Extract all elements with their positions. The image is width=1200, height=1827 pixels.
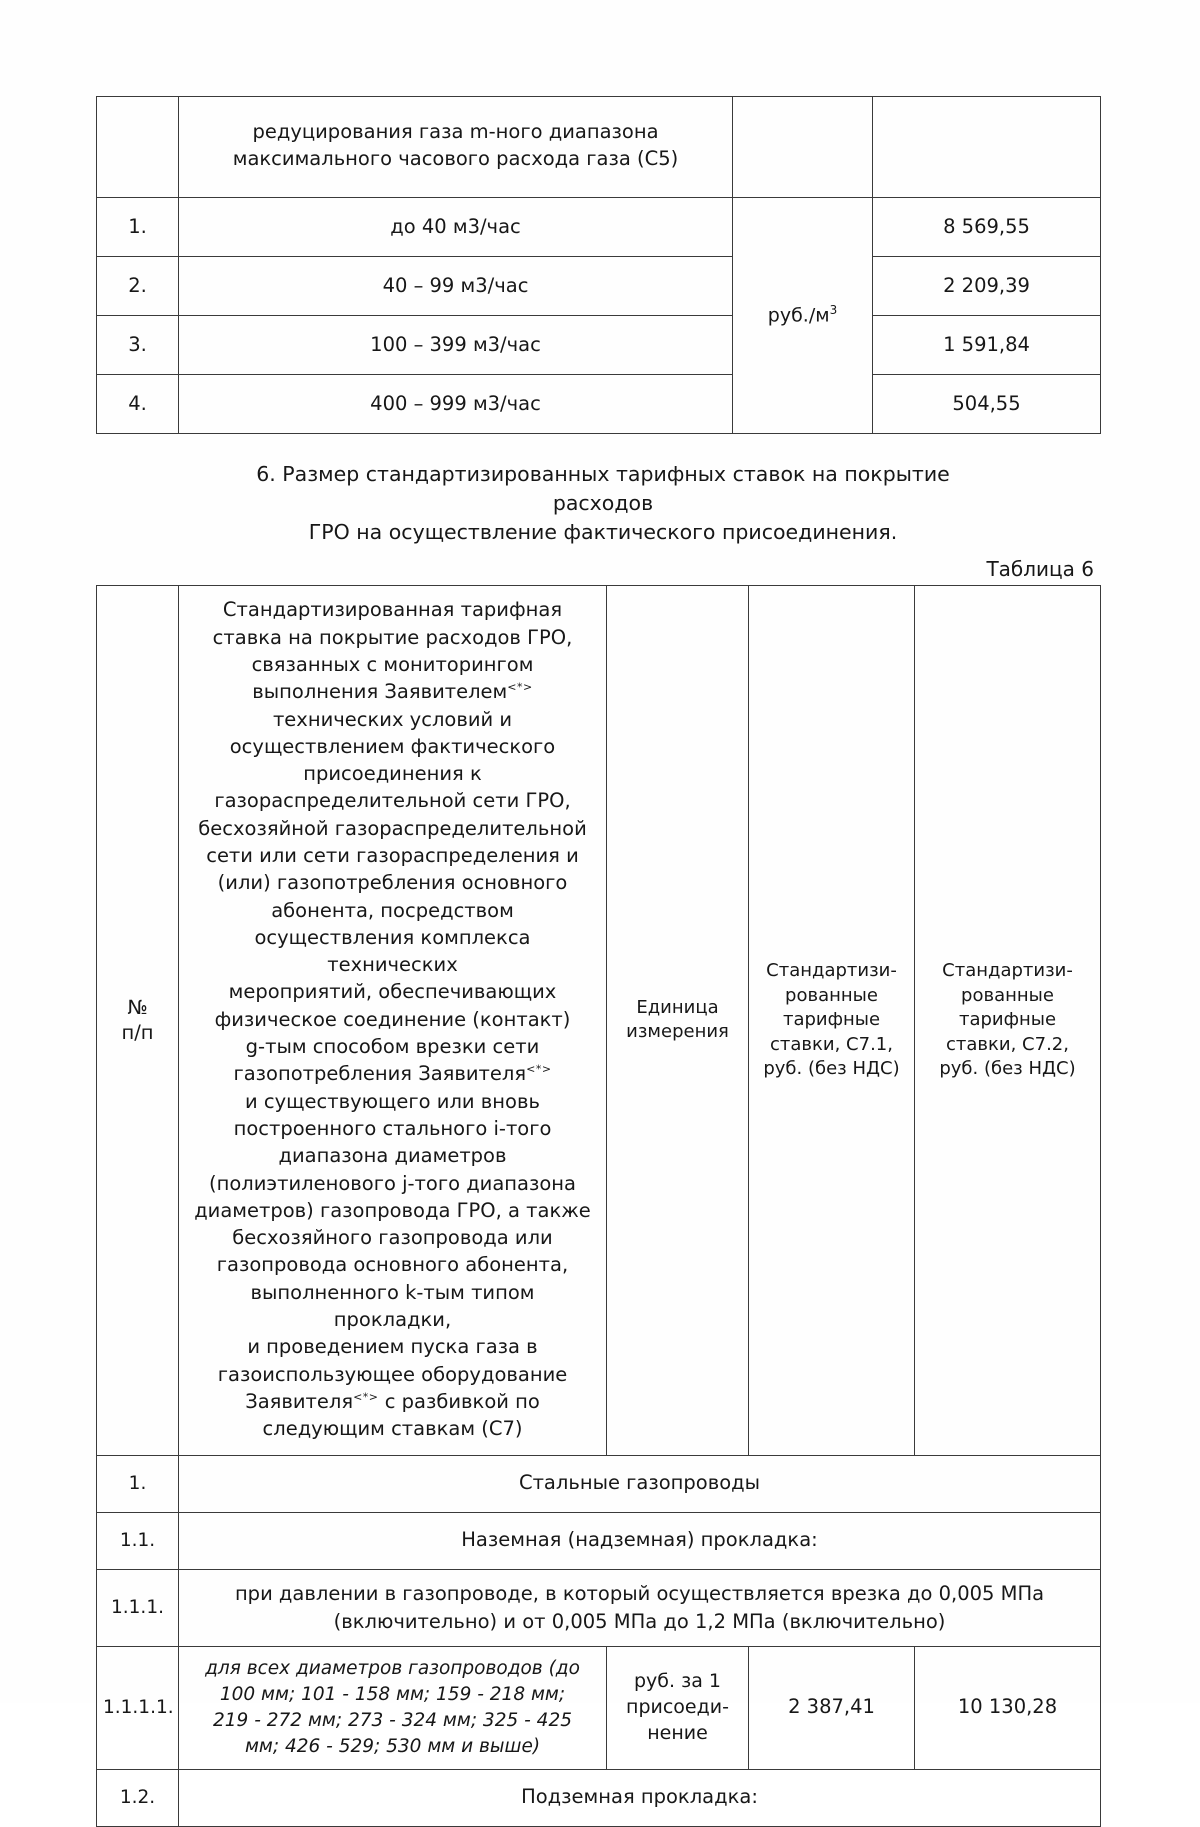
t6-unit-line3: нение	[647, 1721, 708, 1744]
t6-header-num-line1: №	[127, 995, 148, 1019]
t6-hdr-line: и проведением пуска газа в	[247, 1335, 538, 1359]
t5-row-range: 100 – 399 м3/час	[179, 316, 733, 375]
t5-row-value: 2 209,39	[873, 257, 1101, 316]
t6-hdr-line: ставка на покрытие расходов ГРО,	[212, 625, 573, 649]
table-row	[97, 1647, 1101, 1770]
t6-header-s72-line5: руб. (без НДС)	[939, 1058, 1076, 1080]
t5-row-num: 4.	[97, 375, 179, 434]
t6-hdr-line: осуществления комплекса технических	[254, 925, 531, 977]
t6-hdr-line: диаметров) газопровода ГРО, а также	[194, 1198, 591, 1222]
t6-row-unit	[607, 1647, 749, 1770]
t6-header-unit-cell	[607, 586, 749, 1455]
t6-hdr-line: диапазона диаметров	[278, 1144, 507, 1168]
t6-row-num: 1.1.	[97, 1512, 179, 1569]
t6-hdr-line: следующим ставкам (С7)	[262, 1417, 523, 1441]
t6-row-num: 1.1.1.1.	[97, 1647, 179, 1770]
table-5-tail	[96, 96, 1101, 434]
page-content	[96, 96, 1100, 1827]
t6-desc-line3: 219 - 272 мм; 273 - 324 мм; 325 - 425	[213, 1709, 572, 1731]
footnote-marker: <*>	[526, 1062, 552, 1076]
t5-row-value: 8 569,55	[873, 198, 1101, 257]
t6-header-s71-line3: тарифные	[782, 1009, 881, 1031]
t5-unit-superscript: 3	[829, 303, 838, 318]
t6-hdr-line: газораспределительной сети ГРО,	[214, 789, 571, 813]
t5-header-desc-line2: максимального часового расхода газа (С5)	[232, 147, 679, 170]
section-intro-paragraph	[96, 460, 1100, 547]
table-row	[97, 375, 1101, 434]
t6-hdr-line: технических условий и	[272, 707, 513, 731]
t5-header-num-cell	[97, 97, 179, 198]
t6-header-description-cell	[179, 586, 607, 1455]
t6-header-s72-line3: тарифные	[958, 1009, 1057, 1031]
t6-row-diameters-description	[179, 1647, 607, 1770]
t5-row-num: 1.	[97, 198, 179, 257]
t6-hdr-line: мероприятий, обеспечивающих	[228, 980, 557, 1004]
t6-header-s71-line2: рованные	[785, 984, 878, 1006]
t6-row-section-title: Стальные газопроводы	[179, 1455, 1101, 1512]
t6-hdr-line: бесхозяйного газопровода или	[232, 1226, 553, 1250]
t6-hdr-line: построенного стального i-того	[233, 1116, 552, 1140]
t6-header-s72-line4: ставки, С7.2,	[946, 1033, 1069, 1055]
t6-hdr-line: сети или сети газораспределения и	[206, 844, 579, 867]
t5-header-value-cell	[873, 97, 1101, 198]
t6-hdr-line: физическое соединение (контакт)	[214, 1007, 571, 1031]
t6-hdr-line: выполненного k-тым типом прокладки,	[250, 1280, 535, 1332]
t6-header-s72-line2: рованные	[961, 984, 1054, 1006]
t6-desc-line4: мм; 426 - 529; 530 мм и выше)	[244, 1735, 541, 1757]
t6-row-value-c71: 2 387,41	[749, 1647, 915, 1770]
footnote-marker: <*>	[507, 680, 533, 694]
t5-row-range: 40 – 99 м3/час	[179, 257, 733, 316]
t5-unit-label: руб./м	[767, 304, 830, 327]
t5-unit-cell	[733, 198, 873, 434]
t6-row-section-title: Подземная прокладка:	[179, 1769, 1101, 1826]
t6-hdr-line: (или) газопотребления основного	[217, 871, 568, 895]
t6-hdr-line-applicant-1: выполнения Заявителем<*>	[252, 680, 533, 704]
t6-header-rate-c71-cell	[749, 586, 915, 1455]
t6-hdr-line: и существующего или вновь	[245, 1089, 540, 1113]
t6-row-num: 1.	[97, 1455, 179, 1512]
t5-header-desc-line1: редуцирования газа m-ного диапазона	[252, 120, 659, 144]
t6-row-num: 1.1.1.	[97, 1569, 179, 1647]
t5-row-value: 504,55	[873, 375, 1101, 434]
table-row	[97, 1455, 1101, 1512]
t6-row-value-c72: 10 130,28	[915, 1647, 1101, 1770]
intro-line-1: 6. Размер стандартизированных тарифных ставок на покрытие расходов	[256, 462, 950, 516]
t6-row-condition	[179, 1569, 1101, 1647]
t6-header-unit-line2: измерения	[626, 1021, 729, 1043]
t6-hdr-line: бесхозяйной газораспределительной	[198, 816, 587, 840]
t6-header-rate-c72-cell	[915, 586, 1101, 1455]
t5-header-unit-cell	[733, 97, 873, 198]
t6-hdr-line: газоиспользующее оборудование	[217, 1362, 568, 1386]
t6-row-section-title: Наземная (надземная) прокладка:	[179, 1512, 1101, 1569]
t6-hdr-line: g-тым способом врезки сети	[245, 1035, 540, 1059]
t6-header-s71-line4: ставки, С7.1,	[770, 1033, 893, 1055]
t6-hdr-line-applicant-3: Заявителя<*> с разбивкой по	[245, 1389, 540, 1413]
t6-header-s72-line1: Стандартизи-	[942, 960, 1073, 982]
t6-hdr-line: Стандартизированная тарифная	[222, 598, 563, 622]
t6-unit-line2: присоеди-	[626, 1696, 729, 1719]
t5-row-value: 1 591,84	[873, 316, 1101, 375]
table-6-label: Таблица 6	[986, 557, 1094, 582]
t6-hdr-line: абонента, посредством	[271, 898, 514, 922]
t5-header-description-cell	[179, 97, 733, 198]
t6-hdr-line: связанных с мониторингом	[251, 652, 534, 676]
t6-hdr-line-applicant-2: газопотребления Заявителя<*>	[233, 1062, 552, 1086]
table-row	[97, 1569, 1101, 1647]
t6-hdr-line: (полиэтиленового j-того диапазона	[208, 1171, 576, 1195]
t6-hdr-line: присоединения к	[303, 762, 482, 786]
t5-row-num: 3.	[97, 316, 179, 375]
t6-desc-line1: для всех диаметров газопроводов (до	[205, 1658, 580, 1680]
table-row	[97, 97, 1101, 198]
table-row	[97, 1512, 1101, 1569]
intro-line-2: ГРО на осуществление фактического присоединения.	[308, 520, 898, 545]
t6-header-s71-line1: Стандартизи-	[766, 960, 897, 982]
table-row	[97, 198, 1101, 257]
t6-unit-line1: руб. за 1	[634, 1670, 721, 1693]
t6-condition-line1: при давлении в газопроводе, в который осуществляется врезка до 0,005 МПа	[234, 1581, 1045, 1605]
t6-header-s71-line5: руб. (без НДС)	[763, 1058, 900, 1080]
table-header-row	[97, 586, 1101, 1455]
table-6	[96, 585, 1101, 1826]
t6-header-num-line2: п/п	[121, 1021, 154, 1045]
table-row	[97, 257, 1101, 316]
t6-hdr-line: газопровода основного абонента,	[216, 1253, 569, 1277]
t6-header-num-cell	[97, 586, 179, 1455]
t5-row-num: 2.	[97, 257, 179, 316]
t6-row-num: 1.2.	[97, 1769, 179, 1826]
t5-row-range: 400 – 999 м3/час	[179, 375, 733, 434]
t6-hdr-line: осуществлением фактического	[229, 734, 556, 758]
table-row	[97, 316, 1101, 375]
t5-row-range: до 40 м3/час	[179, 198, 733, 257]
t6-condition-line2: (включительно) и от 0,005 МПа до 1,2 МПа (включительно)	[333, 1609, 946, 1633]
t6-header-unit-line1: Единица	[636, 996, 719, 1018]
t6-desc-line2: 100 мм; 101 - 158 мм; 159 - 218 мм;	[219, 1683, 566, 1705]
table-row	[97, 1769, 1101, 1826]
footnote-marker: <*>	[353, 1390, 379, 1404]
